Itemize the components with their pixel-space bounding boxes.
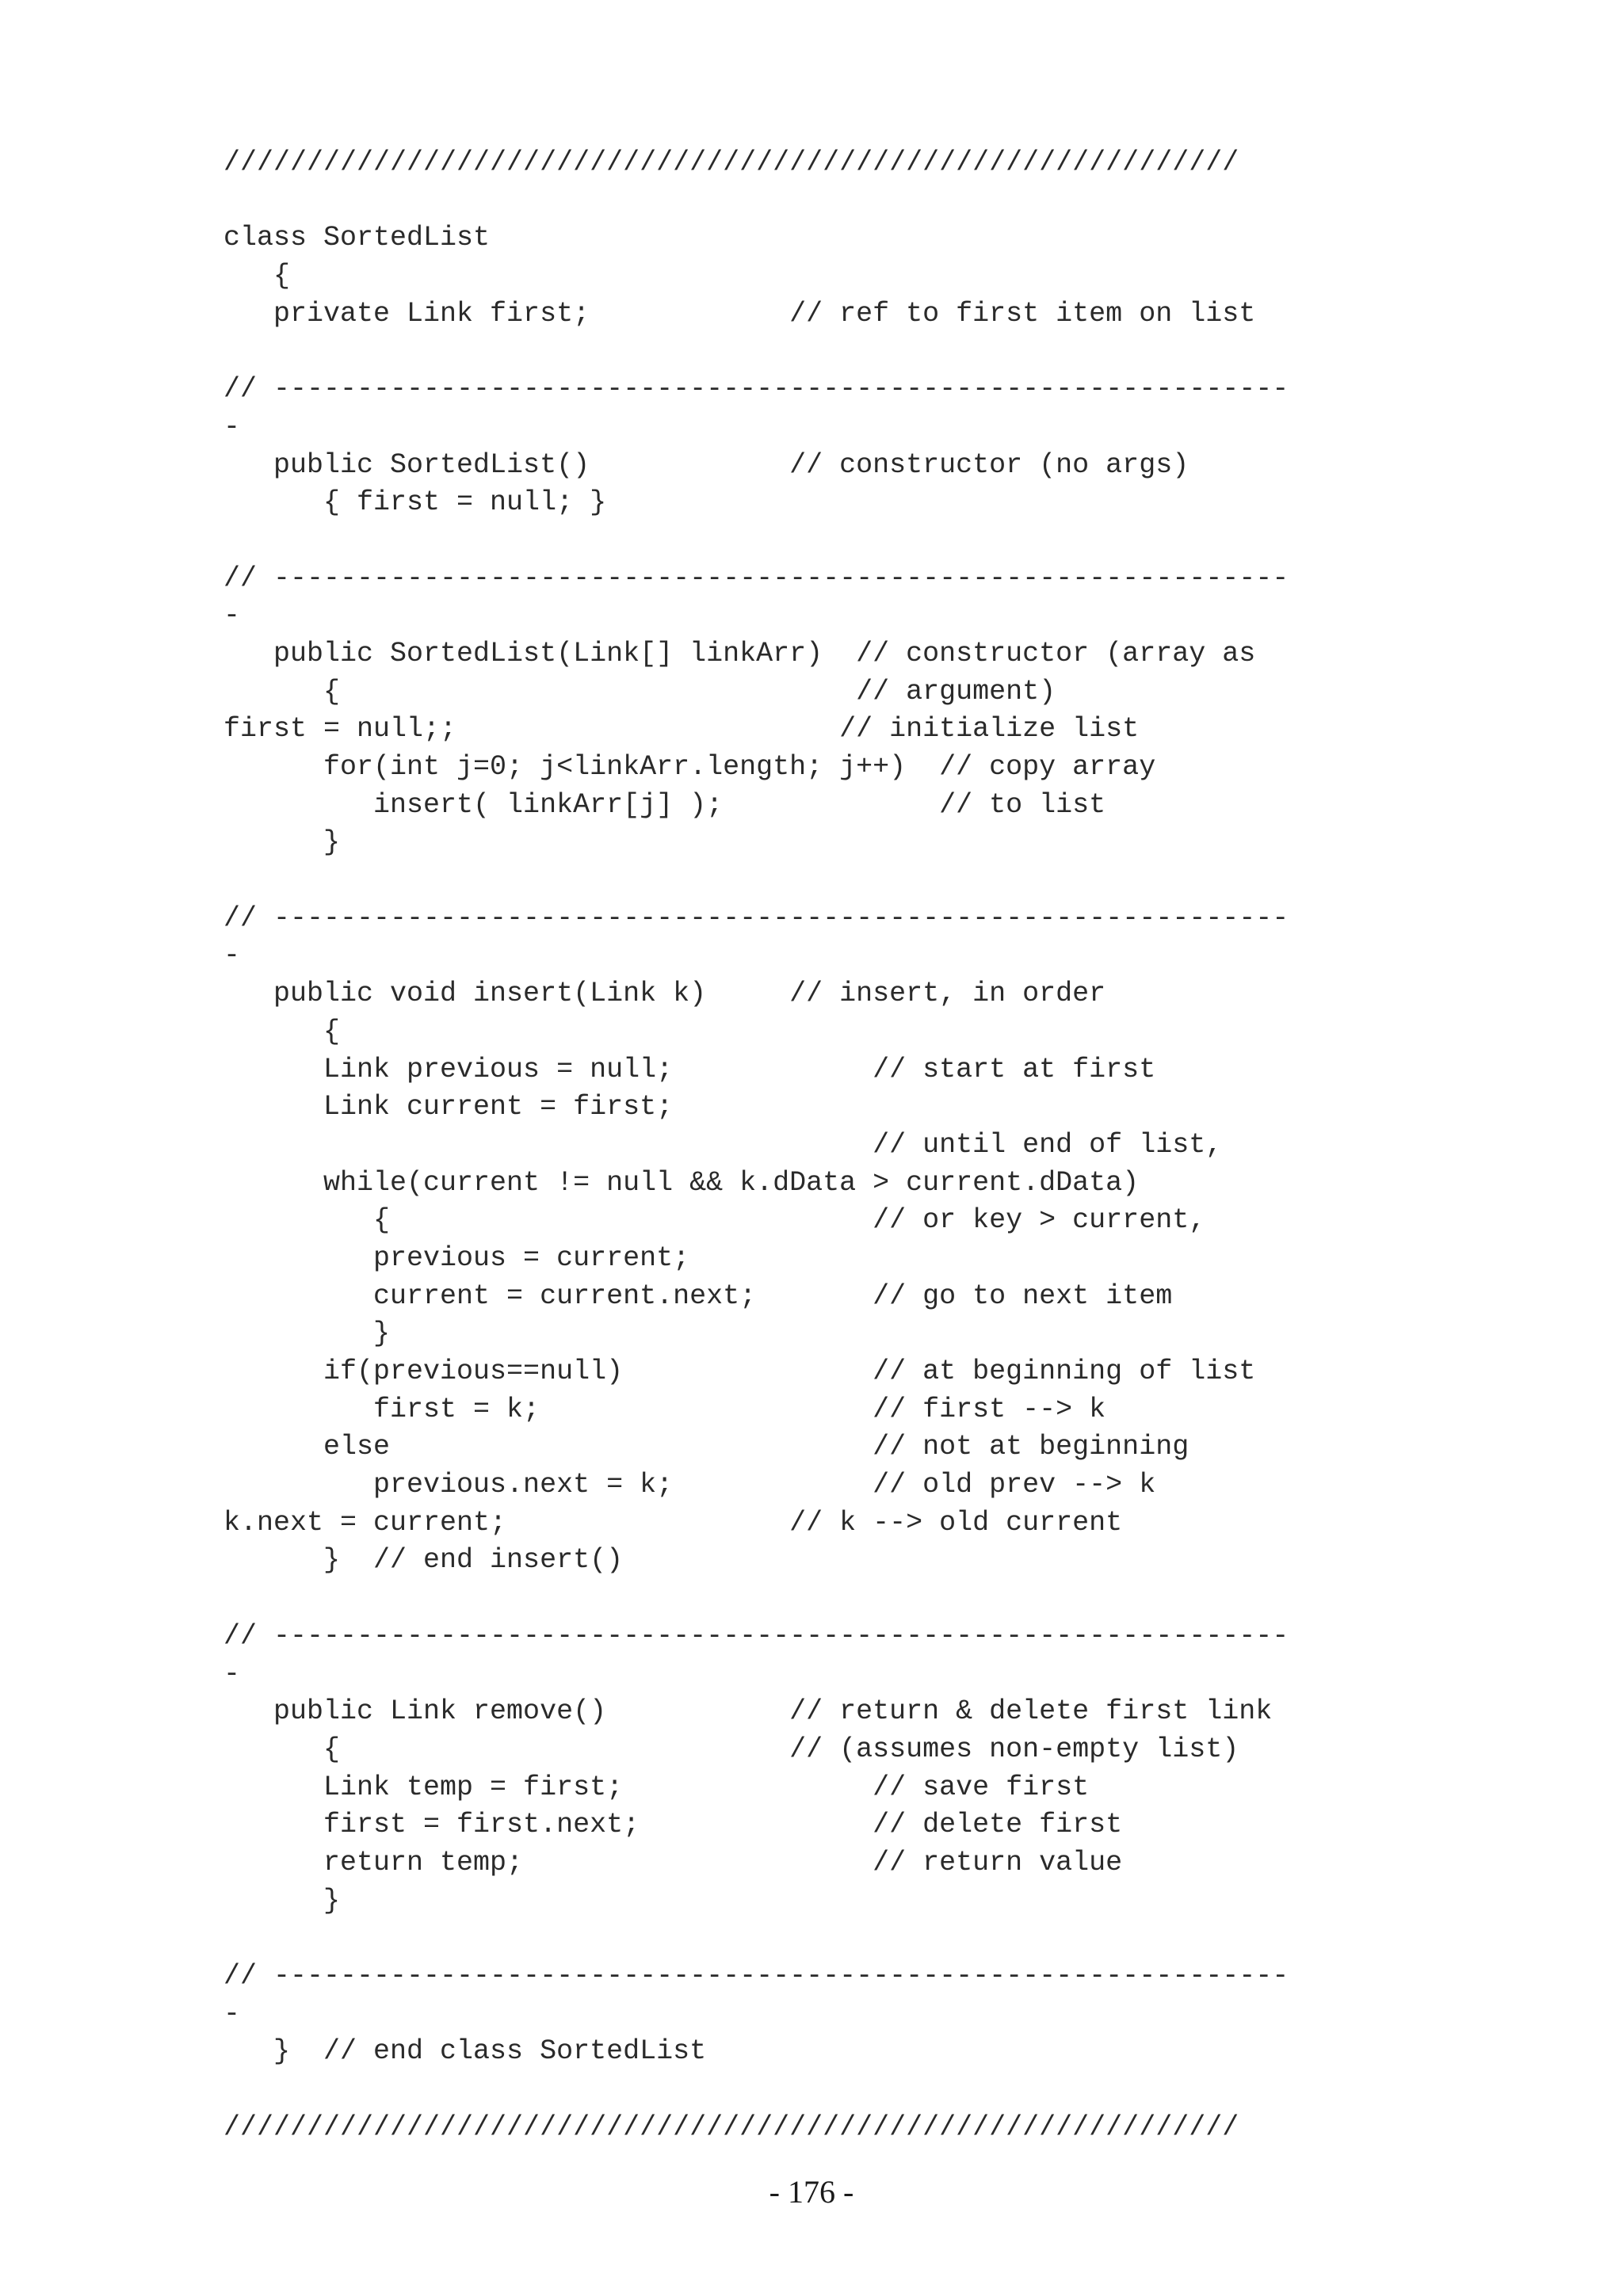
code-line: for(int j=0; j<linkArr.length; j++) // copy array: [223, 751, 1156, 783]
code-line: // -------------------------------------------------------------: [223, 1960, 1289, 1992]
code-line: }: [223, 1884, 341, 1917]
code-line: public void insert(Link k) // insert, in order: [223, 978, 1106, 1010]
code-line: first = k; // first --> k: [223, 1393, 1106, 1425]
code-line: /////////////////////////////////////////////////////////////: [223, 147, 1239, 178]
code-listing: [223, 144, 1289, 2146]
code-line: public SortedList() // constructor (no args): [223, 448, 1190, 481]
code-line: [223, 333, 1289, 371]
code-line: public SortedList(Link[] linkArr) // constructor (array as: [223, 637, 1256, 669]
code-line: { first = null; }: [223, 486, 607, 519]
code-line: } // end class SortedList: [223, 2035, 707, 2068]
code-line: // -------------------------------------------------------------: [223, 562, 1289, 594]
code-line: private Link first; // ref to first item on list: [223, 297, 1256, 330]
code-line: Link previous = null; // start at first: [223, 1053, 1156, 1085]
code-line: insert( linkArr[j] ); // to list: [223, 788, 1106, 821]
code-line: }: [223, 826, 341, 859]
code-line: -: [223, 1657, 241, 1690]
code-line: {: [223, 260, 291, 292]
code-line: while(current != null && k.dData > current.dData): [223, 1166, 1140, 1199]
code-line: [223, 862, 1289, 900]
code-line: [223, 1580, 1289, 1618]
code-line: [223, 182, 1289, 220]
code-line: class SortedList: [223, 222, 491, 254]
code-line: { // (assumes non-empty list): [223, 1733, 1239, 1765]
code-line: previous.next = k; // old prev --> k: [223, 1469, 1156, 1501]
code-line: Link temp = first; // save first: [223, 1771, 1090, 1803]
code-line: // until end of list,: [223, 1128, 1223, 1161]
code-line: Link current = first;: [223, 1091, 674, 1123]
code-line: } // end insert(): [223, 1544, 624, 1577]
code-line: [223, 522, 1289, 560]
code-line: { // or key > current,: [223, 1204, 1206, 1237]
code-line: else // not at beginning: [223, 1431, 1190, 1463]
code-line: // -------------------------------------------------------------: [223, 902, 1289, 934]
code-line: previous = current;: [223, 1241, 690, 1274]
code-line: }: [223, 1318, 391, 1350]
code-line: // -------------------------------------------------------------: [223, 373, 1289, 406]
code-line: return temp; // return value: [223, 1846, 1123, 1878]
code-line: -: [223, 410, 241, 443]
code-line: -: [223, 940, 241, 972]
code-line: /////////////////////////////////////////////////////////////: [223, 2111, 1239, 2143]
code-line: if(previous==null) // at beginning of list: [223, 1356, 1256, 1387]
code-line: {: [223, 1015, 341, 1047]
code-line: [223, 2071, 1289, 2109]
code-line: // -------------------------------------------------------------: [223, 1619, 1289, 1652]
code-line: -: [223, 600, 241, 632]
code-line: k.next = current; // k --> old current: [223, 1506, 1123, 1539]
code-line: current = current.next; // go to next item: [223, 1280, 1173, 1312]
code-line: -: [223, 1997, 241, 2030]
code-line: first = first.next; // delete first: [223, 1809, 1123, 1841]
code-line: public Link remove() // return & delete first link: [223, 1695, 1273, 1728]
code-line: [223, 1920, 1289, 1958]
code-line: { // argument): [223, 675, 1056, 707]
page-number: - 176 -: [769, 2174, 854, 2210]
code-line: first = null;; // initialize list: [223, 713, 1140, 746]
